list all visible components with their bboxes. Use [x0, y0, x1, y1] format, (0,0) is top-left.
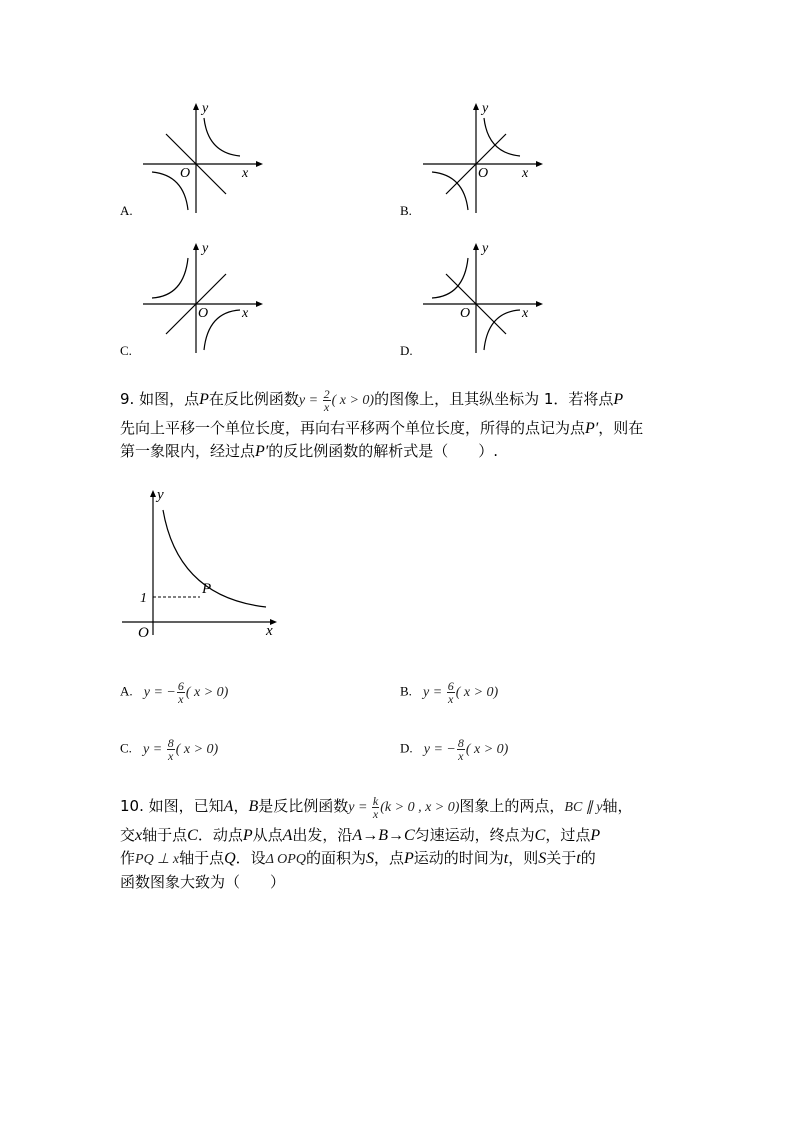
option-label: B. — [400, 683, 412, 699]
q9-figure — [118, 485, 283, 645]
origin-label: O — [180, 166, 191, 181]
graph-option-d[interactable] — [398, 238, 548, 363]
q9-function: y = $\frac{2}{x}$ ( x > 0) — [298, 387, 375, 415]
q9-text: 先向上平移一个单位长度，再向右平移两个单位长度，所得的点记为点 — [120, 419, 586, 438]
q9-option-d[interactable] — [400, 737, 508, 762]
q9-text: 的反比例函数的解析式是（ ）. — [268, 442, 499, 461]
q9-line-2 — [120, 417, 690, 440]
q9-option-a[interactable] — [120, 680, 228, 705]
origin-label: O — [478, 166, 489, 181]
axis-x-label: x — [242, 166, 249, 181]
q9-line-1 — [120, 388, 690, 413]
point-p: P — [199, 391, 209, 408]
q10-number: 10. — [120, 797, 144, 815]
tick-label-1: 1 — [140, 591, 147, 606]
origin-label: O — [198, 306, 209, 321]
option-formula: y = $\frac{6}{x}$ ( x > 0) — [423, 679, 499, 706]
point-p: P — [613, 391, 624, 408]
axis-y-label: y — [202, 241, 209, 256]
option-label: C. — [120, 740, 132, 756]
graph-option-c[interactable] — [118, 238, 268, 363]
graph-option-b[interactable] — [398, 98, 548, 223]
axis-y-label: y — [482, 101, 489, 116]
q9-text: 的图像上，且其纵坐标为 1．若将点 — [374, 390, 614, 408]
option-formula: y = − $\frac{8}{x}$ ( x > 0) — [423, 736, 509, 763]
graph-option-b-label: B. — [400, 203, 412, 218]
axis-x-label: x — [242, 306, 249, 321]
q9-text: 在反比例函数 — [208, 390, 299, 408]
q10-function: y = $\frac{k}{x}$ (k > 0 , x > 0) — [348, 794, 460, 822]
q9-stem — [120, 388, 690, 463]
graph-option-c-label: C. — [120, 343, 132, 358]
option-label: A. — [120, 683, 133, 699]
graph-option-a[interactable] — [118, 98, 268, 223]
option-formula: y = − $\frac{6}{x}$ ( x > 0) — [143, 679, 229, 706]
q10-line-4: 函数图象大致为（ ） — [120, 873, 286, 892]
option-label: D. — [400, 740, 413, 756]
q10-line-2: 交x轴于点C．动点P从点A出发，沿A→B→C匀速运动，终点为C，过点P — [120, 826, 601, 845]
axis-y-label: y — [157, 487, 164, 503]
q10-line-1: 10. 如图，已知A，B是反比例函数y = $\frac{k}{x}$ (k > 0 , x > 0)图象上的两点，BC ∥ y轴， — [120, 794, 633, 822]
graph-option-a-label: A. — [120, 203, 133, 218]
q10-line-3: 作PQ ⊥ x轴于点Q．设Δ OPQ的面积为S，点P运动的时间为t，则S关于t的 — [120, 849, 596, 868]
q9-text: 第一象限内，经过点 — [120, 442, 256, 461]
axis-y-label: y — [202, 101, 209, 116]
q9-line-3 — [120, 440, 690, 463]
q10-stem — [120, 795, 700, 893]
point-p-prime: P′ — [585, 420, 599, 438]
origin-label: O — [138, 625, 149, 641]
graph-c — [118, 238, 268, 363]
q9-number: 9. — [120, 390, 135, 408]
q9-option-b[interactable] — [400, 680, 498, 705]
graph-d — [398, 238, 548, 363]
q9-graph — [118, 485, 283, 645]
axis-y-label: y — [482, 241, 489, 256]
origin-label: O — [460, 306, 471, 321]
point-p-label: P — [202, 581, 212, 597]
option-formula: y = $\frac{8}{x}$ ( x > 0) — [143, 736, 219, 763]
graph-b — [398, 98, 548, 223]
axis-x-label: x — [522, 166, 529, 181]
q9-option-c[interactable] — [120, 737, 218, 762]
graph-option-d-label: D. — [400, 343, 413, 358]
q9-text: 如图，点 — [139, 390, 200, 408]
axis-x-label: x — [522, 306, 529, 321]
graph-a — [118, 98, 268, 223]
point-p-prime: P′ — [255, 443, 269, 461]
q9-text: ，则在 — [598, 419, 644, 438]
axis-x-label: x — [266, 623, 273, 639]
